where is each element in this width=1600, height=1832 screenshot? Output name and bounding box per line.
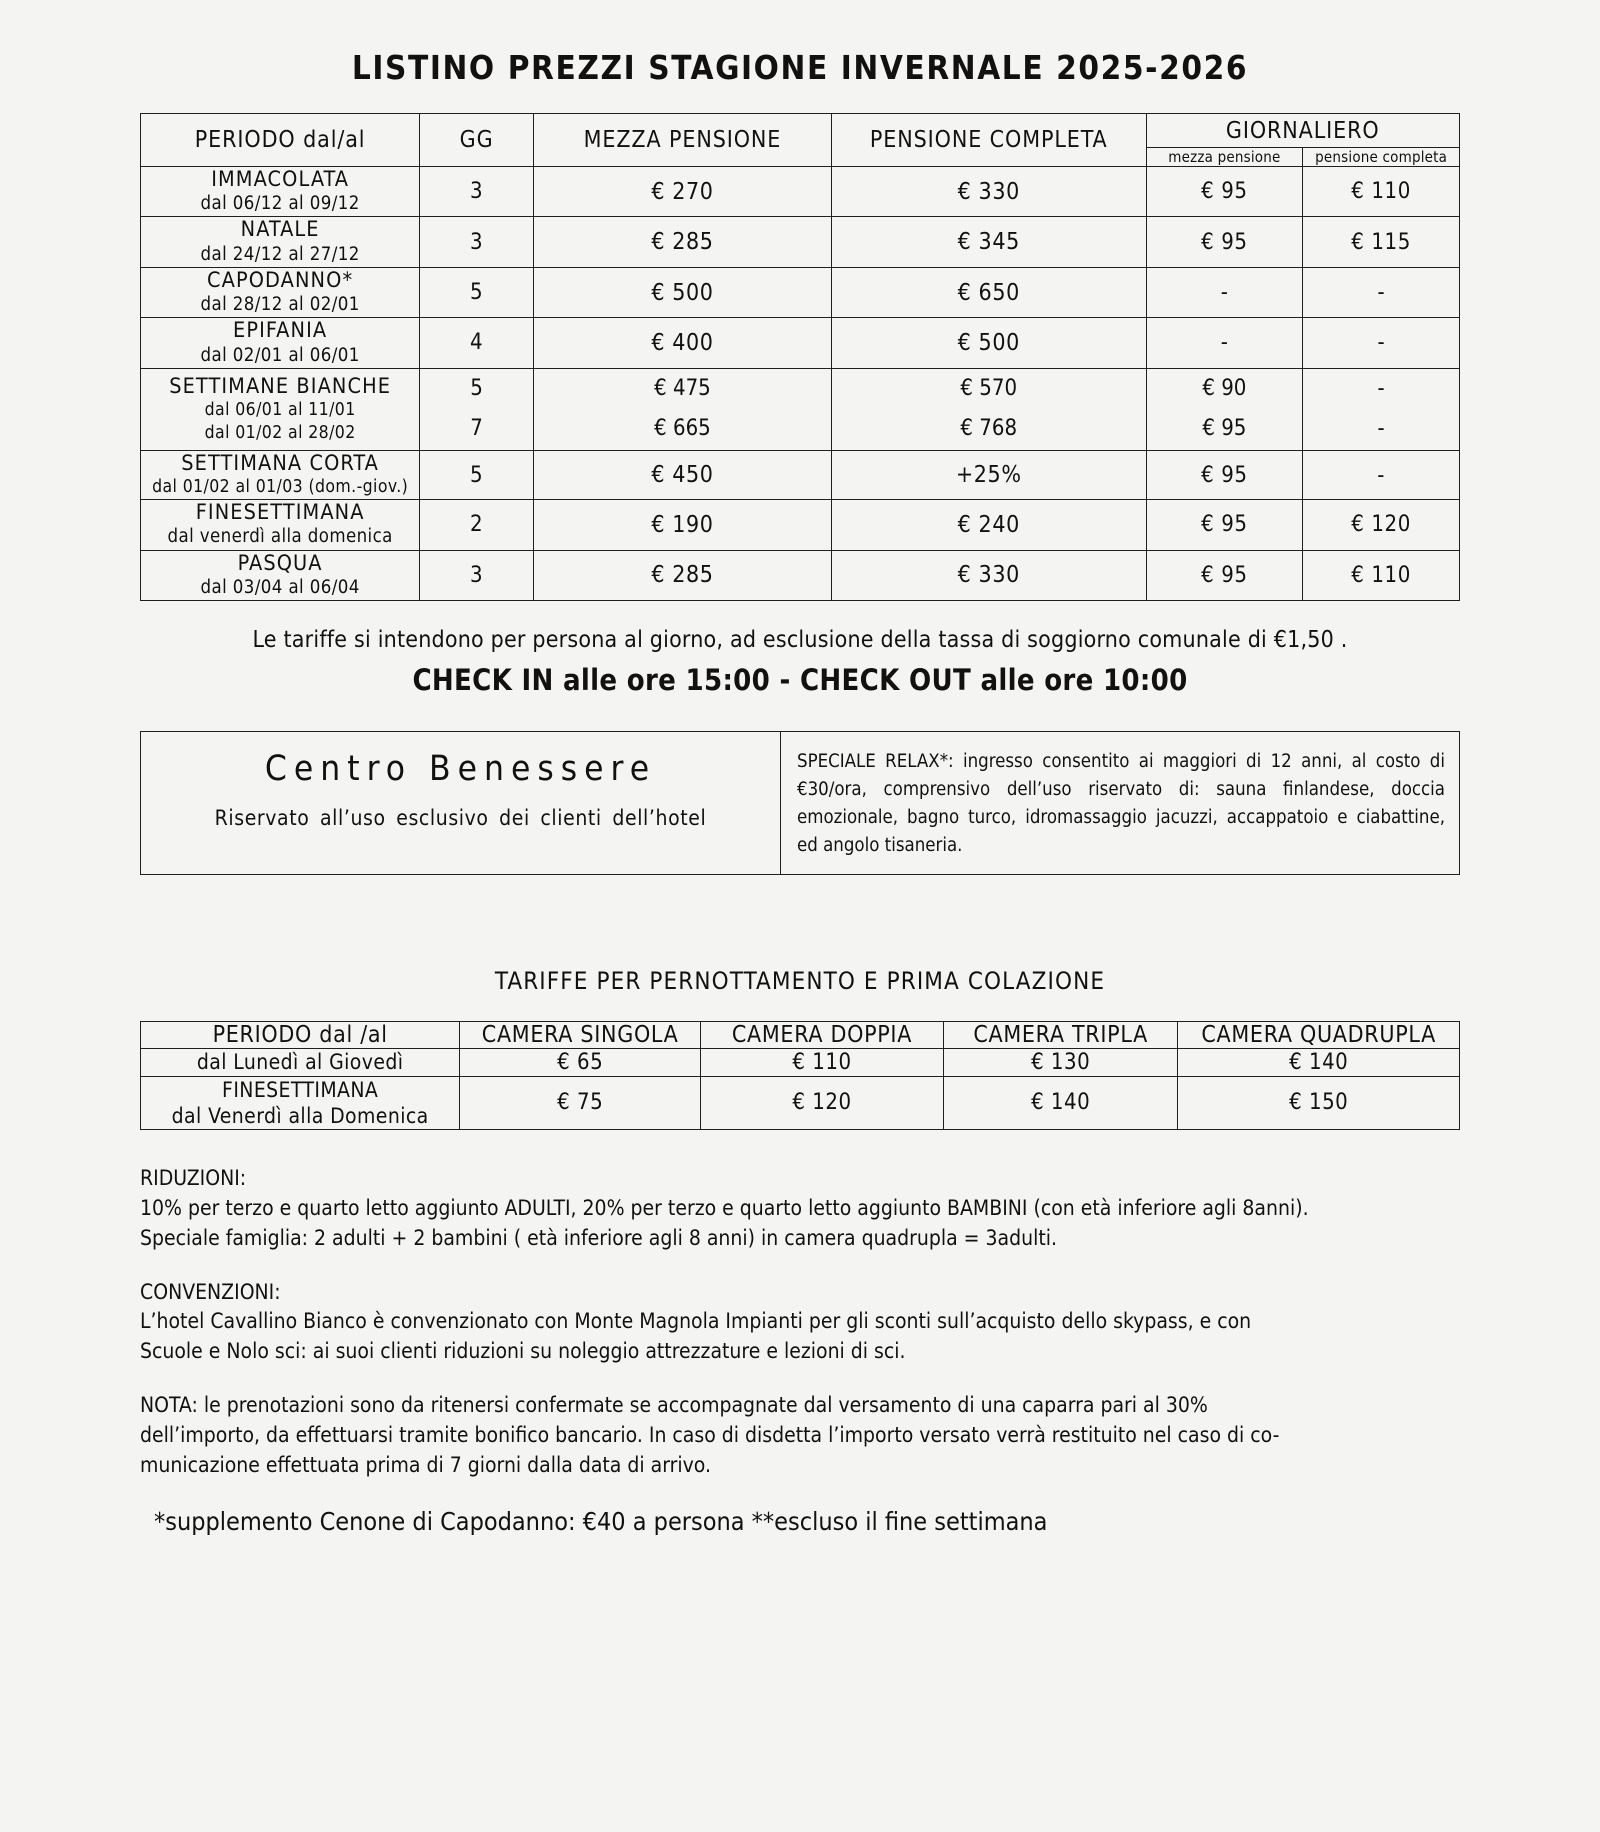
row-giornaliero-mezza: - — [1146, 267, 1303, 317]
row-mezza: € 400 — [533, 318, 831, 368]
tariffe-note: Le tariffe si intendono per persona al giorno, ad esclusione della tassa di soggiorno comunale di €1,50 . — [252, 626, 1348, 653]
row-giornaliero-mezza: € 95 — [1146, 451, 1303, 500]
row-gg: 2 — [420, 500, 534, 550]
period-name: PASQUA — [237, 550, 323, 576]
nota-line-2: dell’importo, da effettuarsi tramite bonifico bancario. In caso di disdetta l’importo versato verrà restituito nel caso di co- — [140, 1422, 1280, 1447]
period-name: SETTIMANA CORTA — [181, 451, 379, 476]
row-mezza: € 450 — [533, 451, 831, 500]
wellness-subtitle: Riservato all’uso esclusivo dei clienti dell’hotel — [214, 805, 707, 830]
table-row — [141, 1049, 1460, 1076]
g2-row-tripla: € 140 — [943, 1076, 1177, 1130]
row-periodo-cell — [141, 500, 420, 550]
table-row — [141, 1076, 1460, 1130]
g2-row-quadrupla: € 140 — [1178, 1049, 1460, 1076]
row-g-mezza-2: € 95 — [1202, 416, 1247, 442]
g2-header-quadrupla: CAMERA QUADRUPLA — [1178, 1022, 1460, 1049]
convenzioni-line-2: Scuole e Nolo sci: ai suoi clienti riduzioni su noleggio attrezzature e lezioni di sci. — [140, 1339, 906, 1364]
row-mezza-2: € 665 — [654, 416, 711, 442]
row-mezza: € 500 — [533, 267, 831, 317]
header-mezza-pensione: MEZZA PENSIONE — [533, 114, 831, 167]
row-giornaliero-completa: € 120 — [1303, 500, 1460, 550]
main-price-table — [140, 113, 1460, 601]
convenzioni-label: CONVENZIONI: — [140, 1279, 281, 1304]
row-giornaliero-mezza — [1146, 368, 1303, 450]
g2-row-label-line1: FINESETTIMANA — [222, 1077, 379, 1102]
row-g-completa-2: - — [1377, 416, 1385, 442]
table-header-row — [141, 114, 1460, 148]
riduzioni-line-1: 10% per terzo e quarto letto aggiunto ADULTI, 20% per terzo e quarto letto aggiunto BAMBINI (con età inferiore agli 8anni). — [140, 1195, 1309, 1220]
g2-header-doppia: CAMERA DOPPIA — [701, 1022, 944, 1049]
checkin-checkout-line: CHECK IN alle ore 15:00 - CHECK OUT alle ore 10:00 — [412, 662, 1188, 697]
row-giornaliero-mezza: € 95 — [1146, 167, 1303, 217]
wellness-relax-text: SPECIALE RELAX*: ingresso consentito ai maggiori di 12 anni, al costo di €30/ora, comprensivo dell’uso riservato di: sauna finlandese, doccia emozionale, bagno turco, idromassaggio jacuzzi, accappatoio e ciabattine, ed angolo tisaneria. — [797, 750, 1445, 857]
row-mezza: € 285 — [533, 217, 831, 267]
period-dates: dal 06/12 al 09/12 — [200, 193, 360, 215]
period-dates: dal 28/12 al 02/01 — [200, 294, 360, 316]
header-giornaliero: GIORNALIERO — [1146, 114, 1459, 148]
nota-block — [140, 1391, 1460, 1480]
row-g-completa-1: - — [1377, 375, 1385, 401]
row-giornaliero-completa — [1303, 368, 1460, 450]
row-periodo-cell — [141, 451, 420, 500]
row-mezza: € 190 — [533, 500, 831, 550]
g2-header-tripla: CAMERA TRIPLA — [943, 1022, 1177, 1049]
period-name: NATALE — [240, 217, 320, 243]
riduzioni-label: RIDUZIONI: — [140, 1166, 247, 1191]
wellness-left-panel — [141, 732, 781, 874]
period-name: EPIFANIA — [233, 318, 328, 344]
period-dates-2: dal 01/02 al 28/02 — [204, 422, 356, 443]
footer-notes — [140, 1164, 1460, 1580]
row-gg: 5 — [420, 451, 534, 500]
nota-line-1: NOTA: le prenotazioni sono da ritenersi confermate se accompagnate dal versamento di una caparra pari al 30% — [140, 1392, 1208, 1417]
row-giornaliero-completa: € 110 — [1303, 167, 1460, 217]
table-row — [141, 368, 1460, 450]
g2-row-singola: € 75 — [460, 1076, 701, 1130]
row-mezza: € 270 — [533, 167, 831, 217]
table-row — [141, 167, 1460, 217]
table-row — [141, 451, 1460, 500]
g2-row-singola: € 65 — [460, 1049, 701, 1076]
g2-row-label — [141, 1049, 460, 1076]
row-completa-2: € 768 — [960, 416, 1018, 442]
row-mezza-1: € 475 — [654, 375, 711, 401]
table-row — [141, 267, 1460, 317]
table-row — [141, 318, 1460, 368]
row-gg-1: 5 — [470, 375, 483, 401]
row-giornaliero-completa: - — [1303, 318, 1460, 368]
g2-row-label — [141, 1076, 460, 1130]
header-periodo: PERIODO dal/al — [141, 114, 420, 167]
row-giornaliero-mezza: € 95 — [1146, 550, 1303, 600]
row-giornaliero-mezza: € 95 — [1146, 217, 1303, 267]
header-giornaliero-completa: pensione completa — [1303, 148, 1460, 167]
period-dates: dal 24/12 al 27/12 — [200, 243, 360, 265]
g2-row-label-line2: dal Venerdì alla Domenica — [171, 1103, 429, 1128]
row-giornaliero-mezza: € 95 — [1146, 500, 1303, 550]
g2-row-quadrupla: € 150 — [1178, 1076, 1460, 1130]
row-gg: 3 — [420, 550, 534, 600]
g2-header-periodo: PERIODO dal /al — [141, 1022, 460, 1049]
row-completa — [831, 368, 1146, 450]
page-title: LISTINO PREZZI STAGIONE INVERNALE 2025-2026 — [351, 48, 1249, 87]
row-periodo-cell — [141, 217, 420, 267]
wellness-title: Centro Benessere — [264, 748, 657, 789]
row-completa: € 650 — [831, 267, 1146, 317]
convenzioni-block — [140, 1278, 1460, 1367]
row-gg: 4 — [420, 318, 534, 368]
table-row — [141, 550, 1460, 600]
nota-line-3: municazione effettuata prima di 7 giorni dalla data di arrivo. — [140, 1452, 711, 1477]
period-name: FINESETTIMANA — [195, 500, 365, 526]
row-completa: € 330 — [831, 550, 1146, 600]
g2-row-label-line1: dal Lunedì al Giovedì — [196, 1050, 404, 1075]
row-giornaliero-completa: - — [1303, 267, 1460, 317]
g2-header-singola: CAMERA SINGOLA — [460, 1022, 701, 1049]
g2-row-doppia: € 110 — [701, 1049, 944, 1076]
period-name: IMMACOLATA — [211, 167, 350, 192]
row-gg-2: 7 — [470, 416, 483, 442]
bed-and-breakfast-table — [140, 1021, 1460, 1130]
row-giornaliero-mezza: - — [1146, 318, 1303, 368]
g2-row-doppia: € 120 — [701, 1076, 944, 1130]
row-completa: € 330 — [831, 167, 1146, 217]
row-mezza — [533, 368, 831, 450]
header-gg: GG — [420, 114, 534, 167]
period-dates: dal 06/01 al 11/01 — [204, 400, 356, 421]
g2-row-tripla: € 130 — [943, 1049, 1177, 1076]
row-mezza: € 285 — [533, 550, 831, 600]
row-completa: € 345 — [831, 217, 1146, 267]
header-giornaliero-mezza: mezza pensione — [1146, 148, 1303, 167]
row-g-mezza-1: € 90 — [1202, 375, 1247, 401]
row-periodo-cell — [141, 368, 420, 450]
row-completa: € 240 — [831, 500, 1146, 550]
riduzioni-block — [140, 1164, 1460, 1253]
period-name: CAPODANNO* — [207, 267, 354, 293]
row-completa-1: € 570 — [960, 375, 1018, 401]
wellness-box — [140, 731, 1460, 875]
row-giornaliero-completa: € 115 — [1303, 217, 1460, 267]
convenzioni-line-1: L’hotel Cavallino Bianco è convenzionato con Monte Magnola Impianti per gli sconti sull’acquisto dello skypass, e con — [140, 1309, 1252, 1334]
second-table-title: TARIFFE PER PERNOTTAMENTO E PRIMA COLAZIONE — [494, 967, 1106, 996]
row-periodo-cell — [141, 550, 420, 600]
row-gg — [420, 368, 534, 450]
row-giornaliero-completa: € 110 — [1303, 550, 1460, 600]
table-row — [141, 500, 1460, 550]
row-periodo-cell — [141, 318, 420, 368]
period-dates: dal 03/04 al 06/04 — [200, 576, 360, 598]
header-pensione-completa: PENSIONE COMPLETA — [831, 114, 1146, 167]
table-header-row — [141, 1022, 1460, 1049]
riduzioni-line-2: Speciale famiglia: 2 adulti + 2 bambini ( età inferiore agli 8 anni) in camera quadrupla = 3adulti. — [140, 1225, 1057, 1250]
period-name: SETTIMANE BIANCHE — [169, 373, 392, 399]
row-periodo-cell — [141, 267, 420, 317]
row-completa: € 500 — [831, 318, 1146, 368]
row-gg: 5 — [420, 267, 534, 317]
period-dates: dal 02/01 al 06/01 — [200, 344, 360, 366]
row-giornaliero-completa: - — [1303, 451, 1460, 500]
period-dates: dal 01/02 al 01/03 (dom.-giov.) — [152, 477, 409, 498]
table-row — [141, 217, 1460, 267]
row-periodo-cell — [141, 167, 420, 217]
period-dates: dal venerdì alla domenica — [167, 526, 393, 548]
row-gg: 3 — [420, 217, 534, 267]
row-gg: 3 — [420, 167, 534, 217]
supplement-line: *supplemento Cenone di Capodanno: €40 a persona **escluso il fine settimana — [154, 1507, 1048, 1537]
row-completa: +25% — [831, 451, 1146, 500]
